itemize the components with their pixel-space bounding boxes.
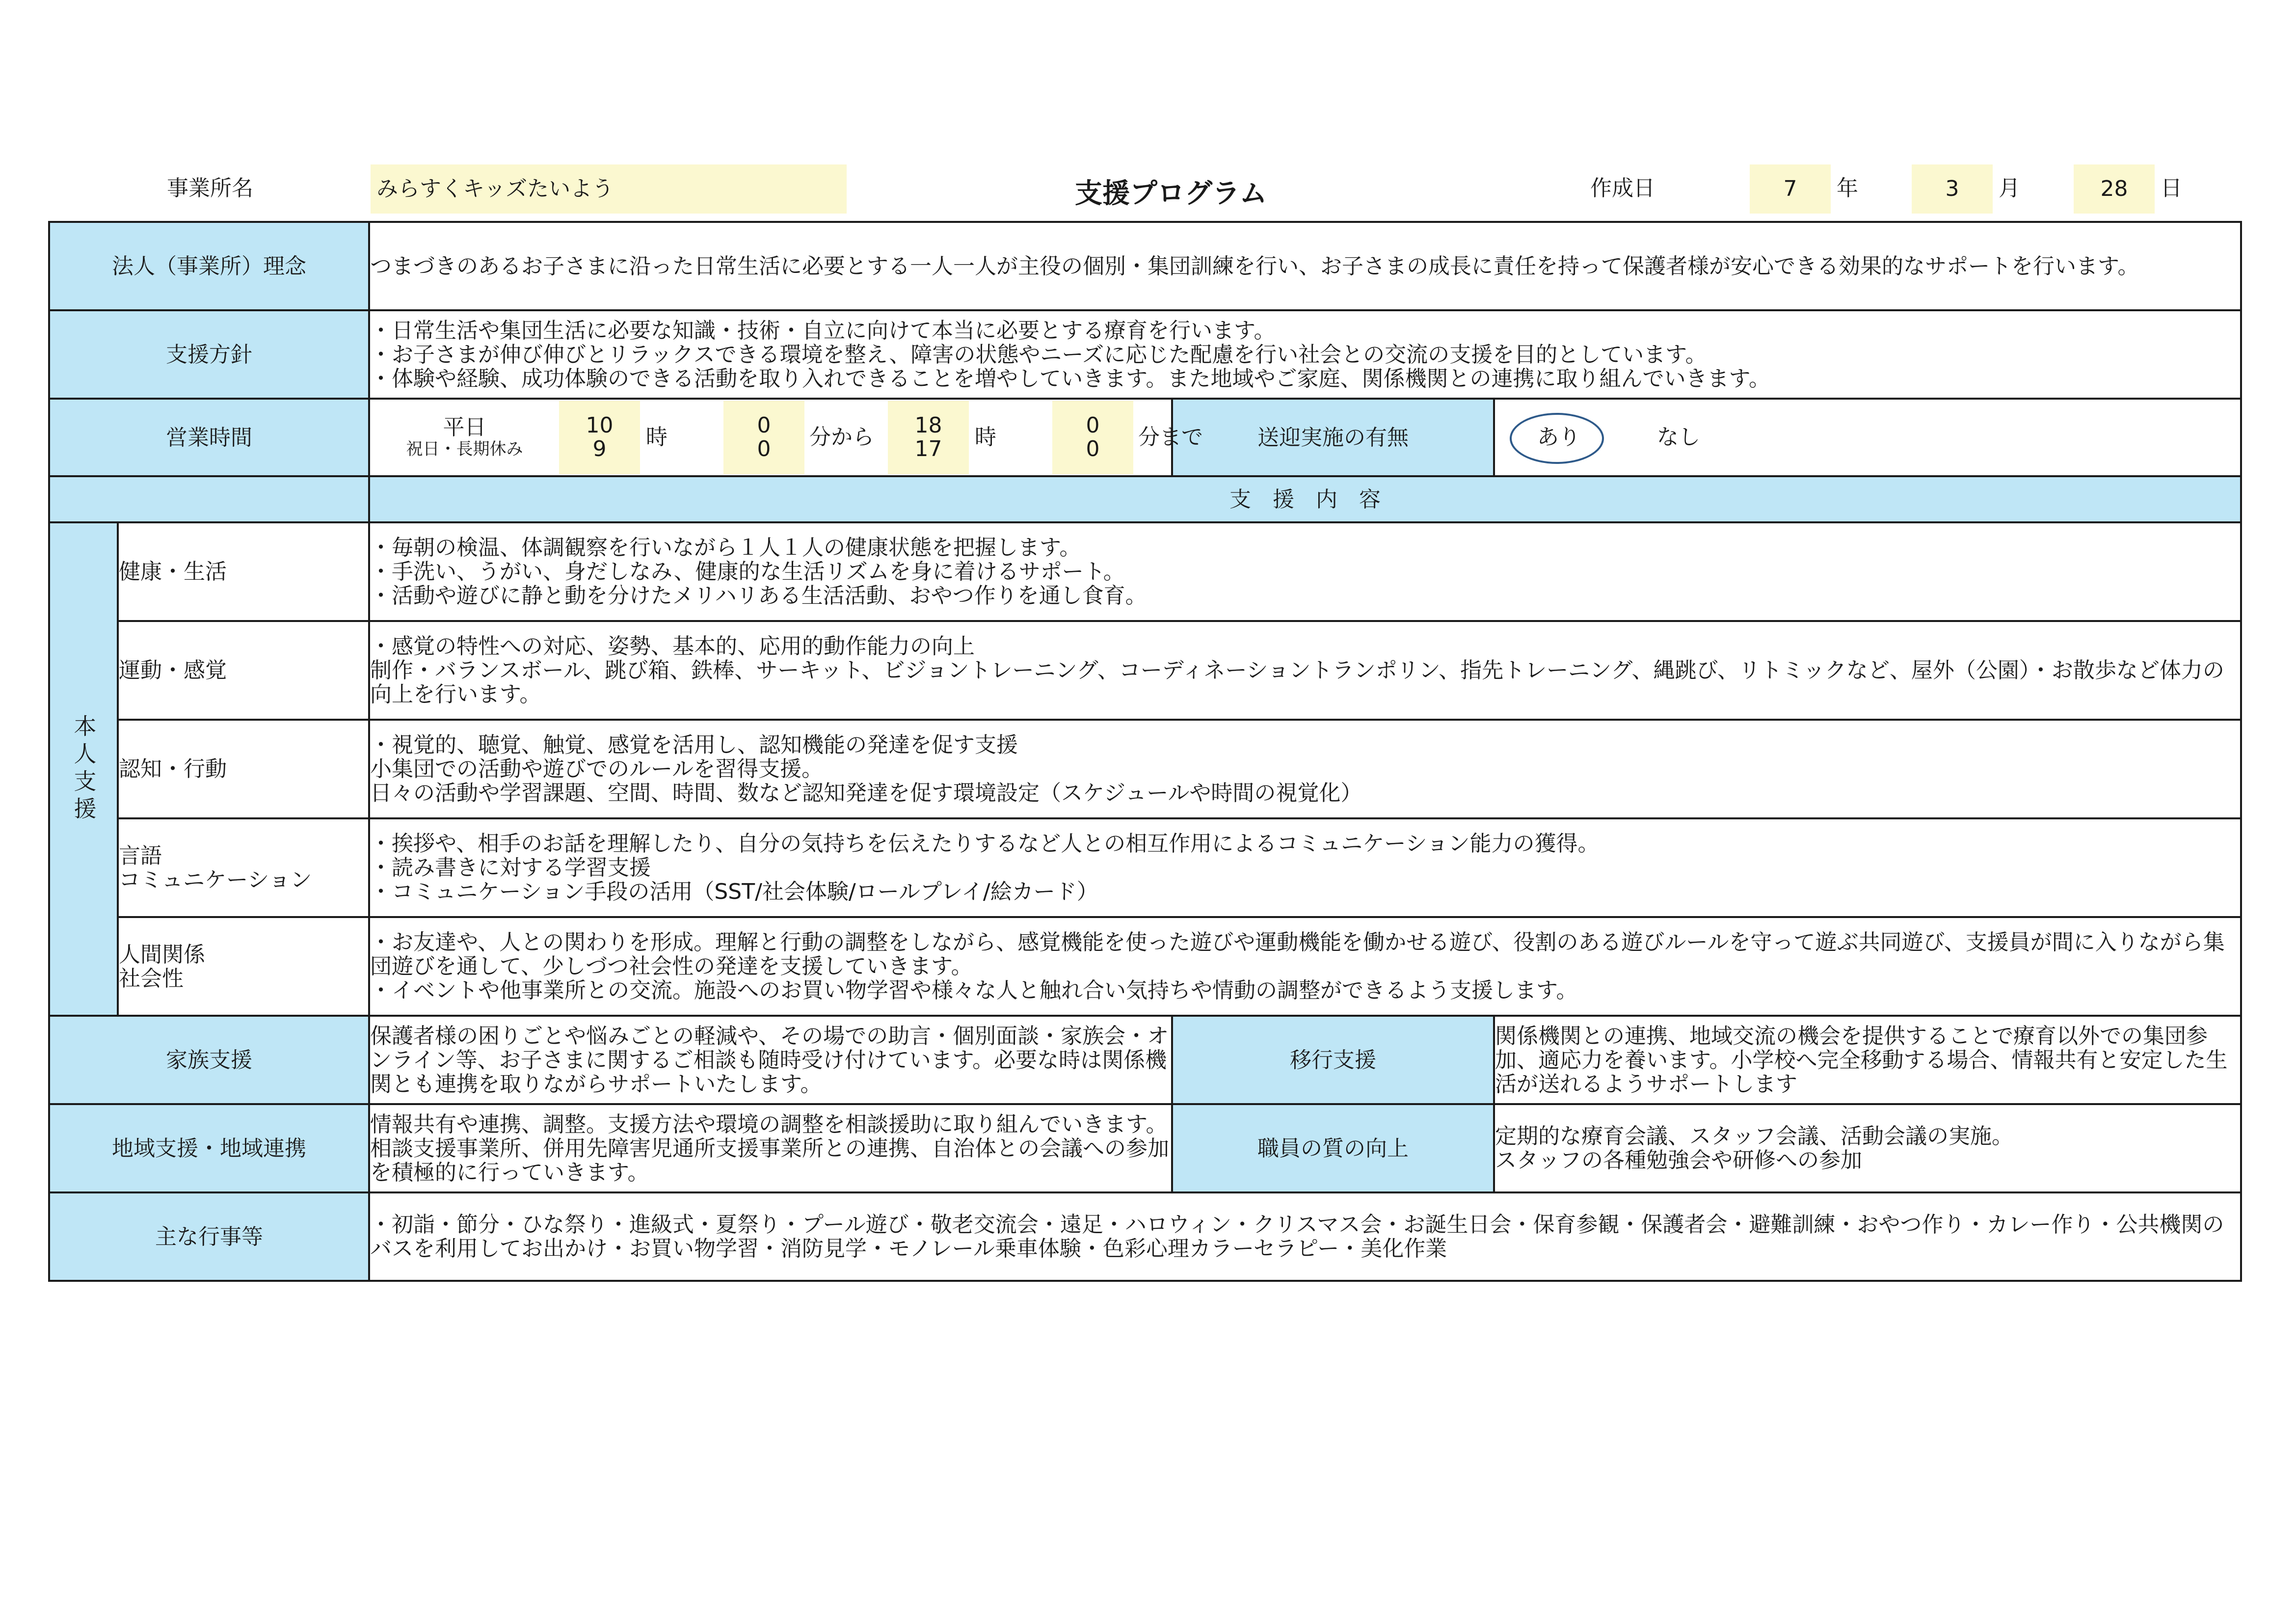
row-text: ・毎朝の検温、体調観察を行いながら１人１人の健康状態を把握します。 ・手洗い、うがい、身だしなみ、健康的な生活リズムを身に着けるサポート。 ・活動や遊びに静と動を分けたメリハリある生活活動、おやつ作りを通し食育。 [369,522,2241,621]
row-text: ・感覚の特性への対応、姿勢、基本的、応用的動作能力の向上 制作・バランスボール、跳び箱、鉄棒、サーキット、ビジョントレーニング、コーディネーショントランポリン、指先トレーニング、縄跳び、リトミックなど、屋外（公園）・お散歩など体力の向上を行います。 [369,621,2241,720]
created-day: 28 [2074,164,2155,214]
start-hour-holiday: 9 [592,436,607,461]
row-label: 運動・感覚 [118,621,369,720]
staff-quality-text: 定期的な療育会議、スタッフ会議、活動会議の実施。 スタッフの各種勉強会や研修への参加 [1494,1104,2241,1192]
transport-cell [1494,399,2241,476]
start-hour-unit: 時 [646,425,667,450]
year-unit: 年 [1837,176,1858,201]
office-name-label: 事業所名 [167,176,253,201]
transition-support-text: 関係機関との連携、地域交流の機会を提供することで療育以外での集団参加、適応力を養います。小学校へ完全移動する場合、情報共有と安定した生活が送れるようサポートします [1494,1016,2241,1104]
start-min-weekday: 0 [757,413,771,438]
support-program-table [48,221,2242,1282]
weekday-label: 平日 [443,415,486,440]
start-hour [559,401,640,474]
page-title: 支援プログラム [1075,178,1267,210]
created-month: 3 [1912,164,1993,214]
events-text: ・初詣・節分・ひな祭り・進級式・夏祭り・プール遊び・敬老交流会・遠足・ハロウィン・クリスマス会・お誕生日会・保育参観・保護者会・避難訓練・おやつ作り・カレー作り・公共機関のバスを利用してお出かけ・お買い物学習・消防見学・モノレール乗車体験・色彩心理カラーセラピー・美化作業 [369,1192,2241,1281]
row-label: 認知・行動 [118,720,369,818]
start-minute [723,401,804,474]
end-hour-unit: 時 [975,425,996,450]
until-unit: 分まで [1138,425,1203,450]
personal-support-text: 本人支援 [70,714,97,824]
end-min-holiday: 0 [1086,436,1100,461]
day-type-labels [370,401,559,474]
family-support-text: 保護者様の困りごとや悩みごとの軽減や、その場での助言・個別面談・家族会・オンライン等、お子さまに関するご相談も随時受け付けています。必要な時は関係機関とも連携を取りながらサポートいたします。 [369,1016,1172,1104]
support-content-corner [49,476,369,522]
community-support-text: 情報共有や連携、調整。支援方法や環境の調整を相談援助に取り組んでいきます。相談支援事業所、併用先障害児通所支援事業所との連携、自治体との会議への参加を積極的に行っていきます。 [369,1104,1172,1192]
transport-yes: あり [1537,425,1580,450]
personal-support-label [49,522,118,1016]
transport-no: なし [1657,425,1700,450]
row-text: ・お友達や、人との関わりを形成。理解と行動の調整をしながら、感覚機能を使った遊びや運動機能を働かせる遊び、役割のある遊びルールを守って遊ぶ共同遊び、支援員が間に入りながら集団遊びを通して、少しづつ社会性の発達を支援していきます。 ・イベントや他事業所との交流。施設へのお買い物学習や様々な人と触れ合い気持ちや情動の調整ができるよう支援します。 [369,917,2241,1016]
transition-support-label: 移行支援 [1172,1016,1494,1104]
end-hour-holiday: 17 [914,436,942,461]
philosophy-label: 法人（事業所）理念 [49,222,369,310]
support-content-header: 支 援 内 容 [369,476,2241,522]
row-label: 健康・生活 [118,522,369,621]
community-support-label: 地域支援・地域連携 [49,1104,369,1192]
month-unit: 月 [1999,176,2020,201]
end-min-weekday: 0 [1086,413,1100,438]
row-text: ・挨拶や、相手のお話を理解したり、自分の気持ちを伝えたりするなど人との相互作用によるコミュニケーション能力の獲得。 ・読み書きに対する学習支援 ・コミュニケーション手段の活用（SST/社会体験/ロールプレイ/絵カード） [369,818,2241,917]
start-min-holiday: 0 [757,436,771,461]
created-year: 7 [1750,164,1831,214]
office-name-value: みらすくキッズたいよう [371,164,847,214]
holiday-label: 祝日・長期休み [406,439,523,459]
hours-cell [369,399,1203,476]
end-hour [888,401,969,474]
row-label: 言語 コミュニケーション [118,818,369,917]
row-text: ・視覚的、聴覚、触覚、感覚を活用し、認知機能の発達を促す支援 小集団での活動や遊びでのルールを習得支援。 日々の活動や学習課題、空間、時間、数など認知発達を促す環境設定（スケジュールや時間の視覚化） [369,720,2241,818]
philosophy-text: つまづきのあるお子さまに沿った日常生活に必要とする一人一人が主役の個別・集団訓練を行い、お子さまの成長に責任を持って保護者様が安心できる効果的なサポートを行います。 [369,222,2241,310]
policy-text: ・日常生活や集団生活に必要な知識・技術・自立に向けて本当に必要とする療育を行います。 ・お子さまが伸び伸びとリラックスできる環境を整え、障害の状態やニーズに応じた配慮を行い社会との交流の支援を目的としています。 ・体験や経験、成功体験のできる活動を取り入れできることを増やしていきます。また地域やご家庭、関係機関との連携に取り組んでいきます。 [369,310,2241,399]
end-hour-weekday: 18 [914,413,942,438]
end-minute [1052,401,1133,474]
transport-label: 送迎実施の有無 [1172,399,1494,476]
created-date-label: 作成日 [1590,176,1655,201]
day-unit: 日 [2161,176,2182,201]
start-hour-weekday: 10 [586,413,614,438]
hours-label: 営業時間 [49,399,369,476]
from-unit: 分から [809,425,874,450]
policy-label: 支援方針 [49,310,369,399]
events-label: 主な行事等 [49,1192,369,1281]
staff-quality-label: 職員の質の向上 [1172,1104,1494,1192]
family-support-label: 家族支援 [49,1016,369,1104]
row-label: 人間関係 社会性 [118,917,369,1016]
